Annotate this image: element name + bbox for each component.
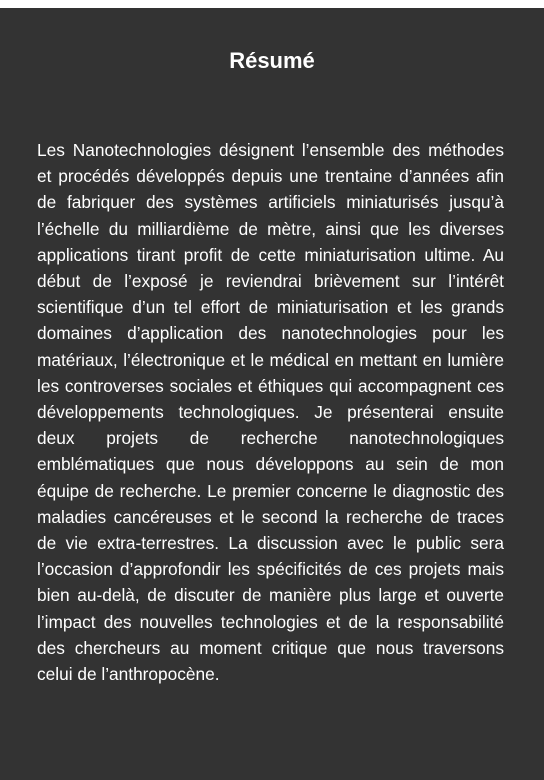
summary-title: Résumé	[229, 48, 315, 73]
summary-panel	[0, 8, 544, 780]
summary-body: Les Nanotechnologies désignent l’ensemble des méthodes et procédés développés depuis une trentaine d’années afin de fabriquer des systèmes artificiels miniaturisés jusqu’à l’échelle du milliardième de mètre, ainsi que les diverses applications tirant profit de cette miniaturisation ultime. Au début de l’exposé je reviendrai brièvement sur l’intérêt scientifique d’un tel effort de miniaturisation et les grands domaines d’application des nanotechnologies pour les matériaux, l’électronique et le médical en mettant en lumière les controverses sociales et éthiques qui accompagnent ces développements technologiques. Je présenterai ensuite deux projets de recherche nanotechnologiques emblématiques que nous développons au sein de mon équipe de recherche. Le premier concerne le diagnostic des maladies cancéreuses et le second la recherche de traces de vie extra-terrestres. La discussion avec le public sera l’occasion d’approfondir les spécificités de ces projets mais bien au-delà, de discuter de manière plus large et ouverte l’impact des nouvelles technologies et de la responsabilité des chercheurs au moment critique que nous traversons celui de l’anthropocène.	[37, 140, 504, 685]
